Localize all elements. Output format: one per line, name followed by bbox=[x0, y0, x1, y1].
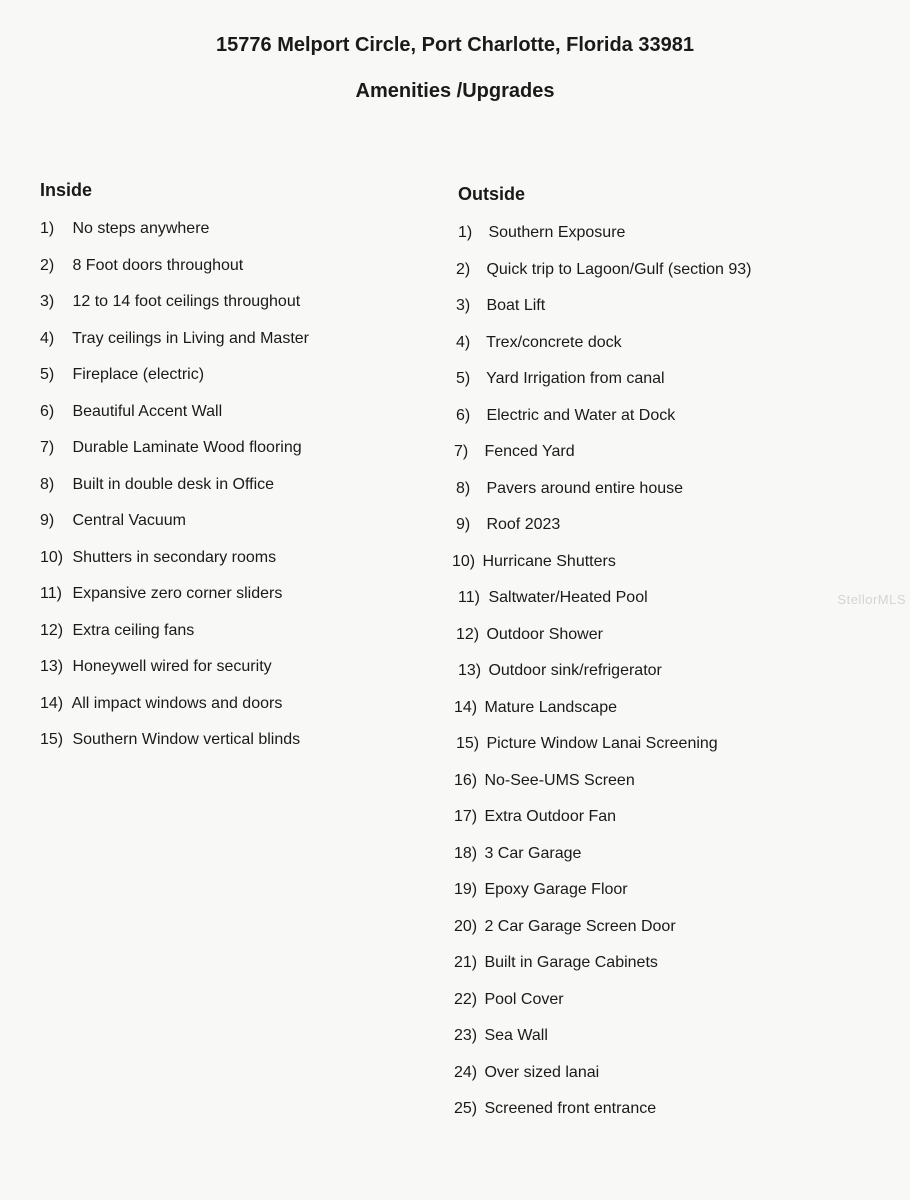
list-item-number: 21) bbox=[454, 954, 478, 971]
list-item bbox=[456, 516, 560, 534]
list-item bbox=[40, 622, 194, 640]
list-item bbox=[456, 370, 665, 388]
list-item bbox=[454, 808, 616, 826]
list-item-text: 8 Foot doors throughout bbox=[72, 256, 244, 274]
document-subtitle: Amenities /Upgrades bbox=[355, 80, 555, 102]
list-item-text: Fireplace (electric) bbox=[72, 366, 205, 383]
list-item-number: 10) bbox=[40, 548, 64, 566]
list-item-number: 8) bbox=[456, 479, 471, 497]
list-item bbox=[456, 334, 622, 352]
list-item-number: 11) bbox=[458, 589, 480, 606]
list-item-number: 13) bbox=[458, 662, 482, 679]
list-item bbox=[454, 954, 658, 972]
list-item-text: Outdoor Shower bbox=[486, 625, 603, 643]
list-item-text: No-See-UMS Screen bbox=[484, 771, 635, 789]
list-item bbox=[40, 731, 300, 749]
list-item-text: Built in double desk in Office bbox=[72, 475, 275, 493]
list-item-text: Sea Wall bbox=[484, 1027, 548, 1044]
list-item-text: Pool Cover bbox=[484, 990, 564, 1008]
list-item bbox=[454, 772, 635, 790]
list-item-text: Quick trip to Lagoon/Gulf (section 93) bbox=[486, 260, 752, 278]
list-item bbox=[40, 439, 302, 457]
list-item bbox=[40, 585, 282, 603]
list-item bbox=[456, 735, 718, 753]
list-item-number: 19) bbox=[454, 881, 478, 898]
list-item-text: Central Vacuum bbox=[72, 512, 186, 529]
list-item bbox=[454, 991, 564, 1009]
list-item-number: 4) bbox=[456, 333, 471, 351]
list-item-number: 14) bbox=[454, 698, 478, 716]
property-address: 15776 Melport Circle, Port Charlotte, Florida 33981 bbox=[216, 34, 694, 56]
list-item-text: No steps anywhere bbox=[72, 220, 210, 237]
list-item bbox=[40, 658, 272, 676]
list-item-number: 4) bbox=[40, 329, 55, 347]
list-item-text: Hurricane Shutters bbox=[482, 552, 616, 570]
list-item-text: Outdoor sink/refrigerator bbox=[488, 662, 662, 679]
list-item-number: 1) bbox=[40, 220, 55, 237]
list-item-number: 3) bbox=[40, 293, 55, 310]
list-item bbox=[40, 695, 282, 713]
list-item-number: 15) bbox=[456, 735, 480, 752]
list-item-number: 7) bbox=[454, 443, 469, 460]
list-item-number: 14) bbox=[40, 694, 64, 712]
list-item-number: 9) bbox=[40, 512, 55, 529]
list-item bbox=[40, 549, 276, 567]
list-item-number: 8) bbox=[40, 475, 55, 493]
list-item bbox=[40, 512, 186, 530]
list-item-number: 2) bbox=[456, 260, 471, 278]
list-item-text: Roof 2023 bbox=[486, 516, 561, 533]
list-item-number: 20) bbox=[454, 917, 478, 935]
list-item-text: Pavers around entire house bbox=[486, 479, 684, 497]
list-item-number: 25) bbox=[454, 1100, 478, 1117]
list-item-number: 24) bbox=[454, 1063, 478, 1081]
list-item-number: 5) bbox=[40, 366, 55, 383]
list-item-number: 17) bbox=[454, 808, 478, 825]
list-item-number: 5) bbox=[456, 370, 471, 387]
list-item-text: Built in Garage Cabinets bbox=[484, 954, 658, 971]
list-item-text: Picture Window Lanai Screening bbox=[486, 735, 718, 752]
inside-heading: Inside bbox=[40, 180, 93, 200]
list-item bbox=[458, 589, 648, 607]
list-item-text: Yard Irrigation from canal bbox=[486, 370, 665, 387]
list-item bbox=[40, 220, 209, 238]
list-item-text: Extra ceiling fans bbox=[72, 621, 195, 639]
list-item bbox=[456, 297, 545, 315]
list-item-number: 2) bbox=[40, 256, 55, 274]
list-item bbox=[458, 224, 625, 242]
list-item bbox=[456, 261, 751, 279]
list-item-number: 22) bbox=[454, 990, 478, 1008]
list-item-text: Tray ceilings in Living and Master bbox=[72, 329, 309, 347]
list-item-text: Durable Laminate Wood flooring bbox=[72, 439, 302, 456]
list-item bbox=[452, 553, 616, 571]
list-item-text: Screened front entrance bbox=[484, 1100, 657, 1117]
list-item-number: 9) bbox=[456, 516, 471, 533]
list-item bbox=[40, 403, 222, 421]
list-item bbox=[456, 626, 603, 644]
list-item-text: 12 to 14 foot ceilings throughout bbox=[72, 293, 301, 310]
list-item bbox=[454, 1064, 599, 1082]
list-item-number: 1) bbox=[458, 224, 473, 241]
list-item-text: Boat Lift bbox=[486, 297, 546, 314]
list-item-number: 18) bbox=[454, 844, 478, 862]
list-item bbox=[454, 918, 676, 936]
list-item bbox=[454, 699, 617, 717]
list-item-text: Trex/concrete dock bbox=[486, 333, 622, 351]
list-item-number: 6) bbox=[456, 406, 471, 424]
list-item-number: 23) bbox=[454, 1027, 478, 1044]
list-item-text: Electric and Water at Dock bbox=[486, 406, 676, 424]
list-item-text: All impact windows and doors bbox=[71, 694, 283, 712]
list-item-number: 10) bbox=[452, 552, 476, 570]
list-item-text: 3 Car Garage bbox=[484, 844, 582, 862]
list-item bbox=[456, 407, 675, 425]
list-item-number: 11) bbox=[40, 585, 62, 602]
list-item-text: 2 Car Garage Screen Door bbox=[484, 917, 676, 935]
list-item-number: 12) bbox=[456, 625, 480, 643]
list-item bbox=[454, 881, 628, 899]
watermark-text: StellorMLS bbox=[837, 592, 906, 607]
list-item bbox=[40, 476, 274, 494]
list-item bbox=[40, 257, 243, 275]
list-item-text: Fenced Yard bbox=[484, 443, 575, 460]
list-item bbox=[40, 293, 300, 311]
list-item-number: 3) bbox=[456, 297, 471, 314]
outside-heading: Outside bbox=[458, 184, 526, 204]
list-item-number: 7) bbox=[40, 439, 55, 456]
list-item-text: Southern Exposure bbox=[488, 224, 626, 241]
list-item-text: Beautiful Accent Wall bbox=[72, 402, 223, 420]
list-item bbox=[454, 1027, 548, 1045]
list-item-number: 16) bbox=[454, 771, 478, 789]
list-item bbox=[454, 1100, 656, 1118]
list-item bbox=[456, 480, 683, 498]
list-item-number: 13) bbox=[40, 658, 64, 675]
list-item-text: Saltwater/Heated Pool bbox=[488, 589, 648, 606]
list-item bbox=[454, 845, 581, 863]
list-item-text: Shutters in secondary rooms bbox=[72, 548, 277, 566]
list-item-text: Epoxy Garage Floor bbox=[484, 881, 628, 898]
list-item-text: Mature Landscape bbox=[484, 698, 617, 716]
list-item bbox=[454, 443, 575, 461]
list-item-number: 6) bbox=[40, 402, 55, 420]
list-item-text: Expansive zero corner sliders bbox=[72, 585, 283, 602]
list-item-text: Southern Window vertical blinds bbox=[72, 731, 301, 748]
list-item-text: Extra Outdoor Fan bbox=[484, 808, 617, 825]
list-item bbox=[40, 330, 309, 348]
list-item-text: Honeywell wired for security bbox=[72, 658, 272, 675]
list-item-number: 15) bbox=[40, 731, 64, 748]
list-item bbox=[40, 366, 204, 384]
list-item-number: 12) bbox=[40, 621, 64, 639]
list-item-text: Over sized lanai bbox=[484, 1063, 600, 1081]
list-item bbox=[458, 662, 662, 680]
